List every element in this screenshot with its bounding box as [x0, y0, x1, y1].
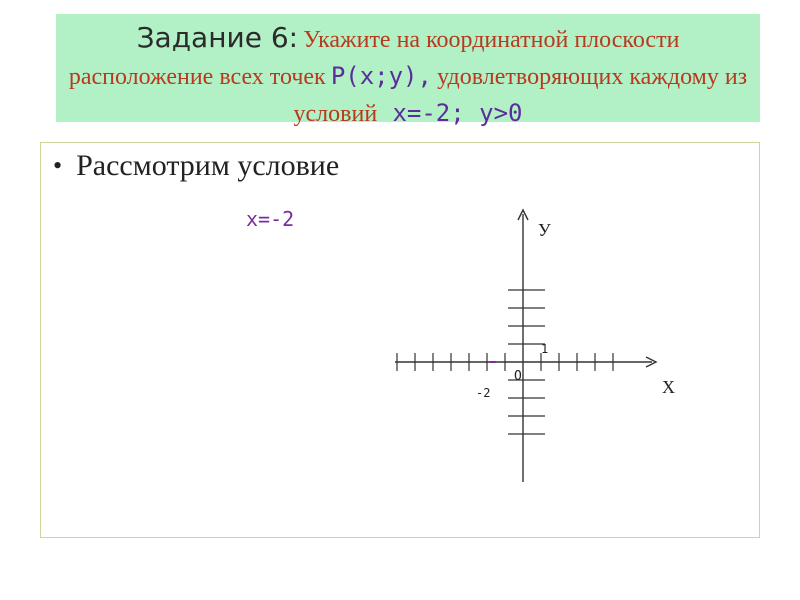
- task-point: P(x;y),: [330, 62, 432, 90]
- task-number: Задание 6:: [136, 21, 299, 54]
- x-axis-label: X: [662, 377, 675, 397]
- y-axis-label: У: [538, 220, 551, 240]
- condition-label: x=-2: [246, 207, 295, 231]
- task-conditions: x=-2; y>0: [392, 99, 523, 127]
- task-text: Укажите на координатной плоскости расположение всех точек: [68, 27, 680, 90]
- one-label: 1: [541, 342, 549, 356]
- minus-two-label: -2: [476, 386, 491, 400]
- bullet-text: Рассмотрим условие: [76, 149, 340, 182]
- task-text-2: удовлетворяющих каждому из условий: [293, 64, 748, 127]
- origin-label: O: [514, 369, 522, 384]
- bullet-dot: •: [53, 151, 63, 180]
